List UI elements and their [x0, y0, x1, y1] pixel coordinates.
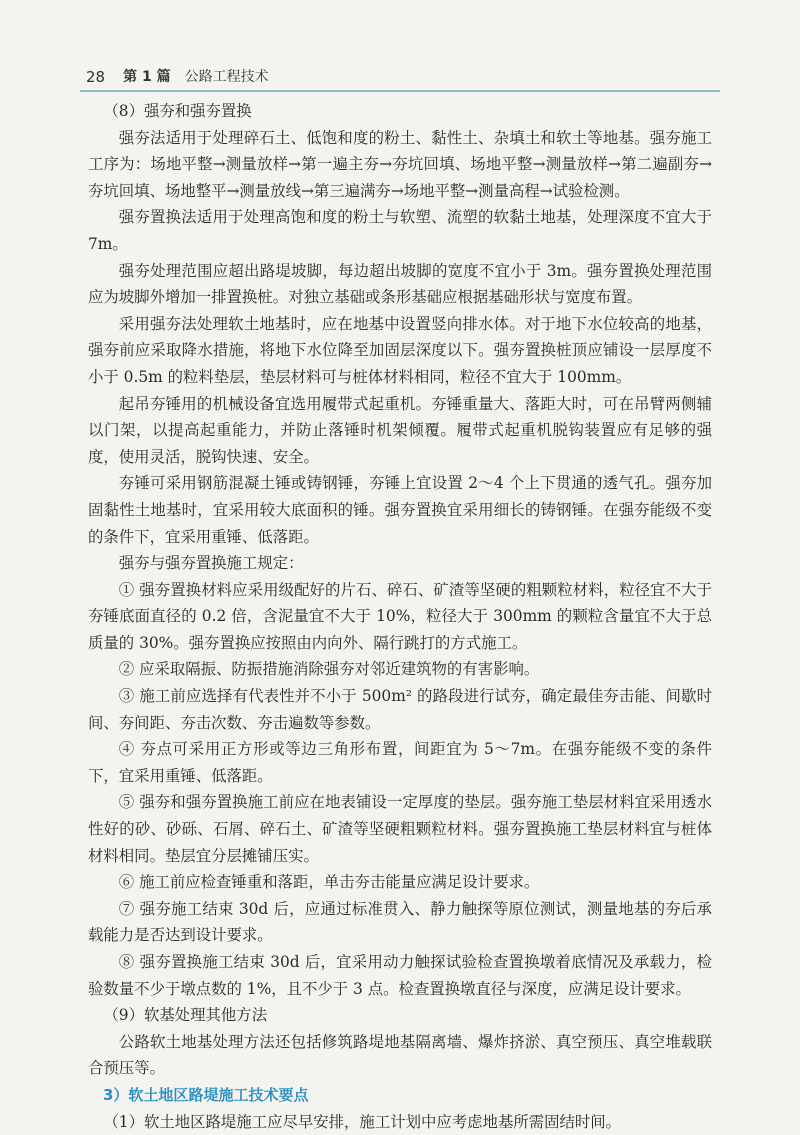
paragraph: 夯锤可采用钢筋混凝土锤或铸钢锤，夯锤上宜设置 2～4 个上下贯通的透气孔。强夯加固黏性土地基时，宜采用较大底面积的锤。强夯置换宜采用细长的铸钢锤。在强夯能级不变的条件下，宜采用重锤、低落距。 — [88, 474, 712, 546]
header-rule — [80, 90, 720, 92]
section-heading: 3）软土地区路堤施工技术要点 — [103, 1085, 309, 1104]
page-number: 28 — [86, 68, 106, 86]
paragraph: 强夯与强夯置换施工规定： — [118, 554, 304, 573]
paragraph: ⑧ 强夯置换施工结束 30d 后，宜采用动力触探试验检查置换墩着底情况及承载力，检验数量不少于墩点数的 1%，且不少于 3 点。检查置换墩直径与深度，应满足设计要求。 — [88, 953, 712, 998]
chapter-title: 公路工程技术 — [184, 69, 269, 85]
paragraph: 强夯置换法适用于处理高饱和度的粉土与软塑、流塑的软黏土地基，处理深度不宜大于 7m。 — [88, 208, 712, 253]
subsection-heading: （8）强夯和强夯置换 — [103, 102, 252, 120]
page-header — [86, 58, 720, 86]
paragraph: 公路软土地基处理方法还包括修筑路堤地基隔离墙、爆炸挤淤、真空预压、真空堆载联合预压等。 — [88, 1032, 712, 1078]
page-body — [88, 98, 712, 1135]
paragraph: 强夯法适用于处理碎石土、低饱和度的粉土、黏性土、杂填土和软土等地基。强夯施工工序为：场地平整→测量放样→第一遍主夯→夯坑回填、场地平整→测量放样→第二遍副夯→夯坑回填、场地整平→测量放线→第三遍满夯→场地平整→测量高程→试验检测。 — [88, 128, 712, 200]
paragraph: ⑦ 强夯施工结束 30d 后，应通过标准贯入、静力触探等原位测试，测量地基的夯后承载能力是否达到设计要求。 — [88, 899, 712, 945]
paragraph: ② 应采取隔振、防振措施消除强夯对邻近建筑物的有害影响。 — [118, 660, 540, 679]
paragraph: ⑥ 施工前应检查锤重和落距，单击夯击能量应满足设计要求。 — [118, 873, 540, 892]
paragraph: ① 强夯置换材料应采用级配好的片石、碎石、矿渣等坚硬的粗颗粒材料，粒径宜不大于夯锤底面直径的 0.2 倍，含泥量宜不大于 10%，粒径大于 300mm 的颗粒含量宜不大于总质量的 30%。强夯置换应按照由内向外、隔行跳打的方式施工。 — [88, 580, 712, 652]
subsection-heading: （1）软土地区路堤施工应尽早安排，施工计划中应考虑地基所需固结时间。 — [103, 1112, 622, 1131]
subsection-heading: （9）软基处理其他方法 — [103, 1006, 268, 1025]
paragraph: ③ 施工前应选择有代表性并不小于 500m² 的路段进行试夯，确定最佳夯击能、间歇时间、夯间距、夯击次数、夯击遍数等参数。 — [88, 687, 712, 732]
paragraph: 采用强夯法处理软土地基时，应在地基中设置竖向排水体。对于地下水位较高的地基，强夯前应采取降水措施，将地下水位降至加固层深度以下。强夯置换桩顶应铺设一层厚度不小于 0.5m 的粒料垫层，垫层材料可与桩体材料相同，粒径不宜大于 100mm。 — [88, 314, 712, 386]
paragraph: ④ 夯点可采用正方形或等边三角形布置，间距宜为 5～7m。在强夯能级不变的条件下，宜采用重锤、低落距。 — [88, 740, 712, 785]
paragraph: ⑤ 强夯和强夯置换施工前应在地表铺设一定厚度的垫层。强夯施工垫层材料宜采用透水性好的砂、砂砾、石屑、碎石土、矿渣等坚硬粗颗粒材料。强夯置换施工垫层材料宜与桩体材料相同。垫层宜分层摊铺压实。 — [88, 793, 712, 865]
paragraph: 起吊夯锤用的机械设备宜选用履带式起重机。夯锤重量大、落距大时，可在吊臂两侧辅以门架，以提高起重能力，并防止落锤时机架倾覆。履带式起重机脱钩装置应有足够的强度，使用灵活，脱钩快速、安全。 — [88, 394, 712, 466]
paragraph: 强夯处理范围应超出路堤坡脚，每边超出坡脚的宽度不宜小于 3m。强夯置换处理范围应为坡脚外增加一排置换桩。对独立基础或条形基础应根据基础形状与宽度布置。 — [88, 261, 712, 307]
chapter-label: 第 1 篇 — [123, 69, 171, 85]
